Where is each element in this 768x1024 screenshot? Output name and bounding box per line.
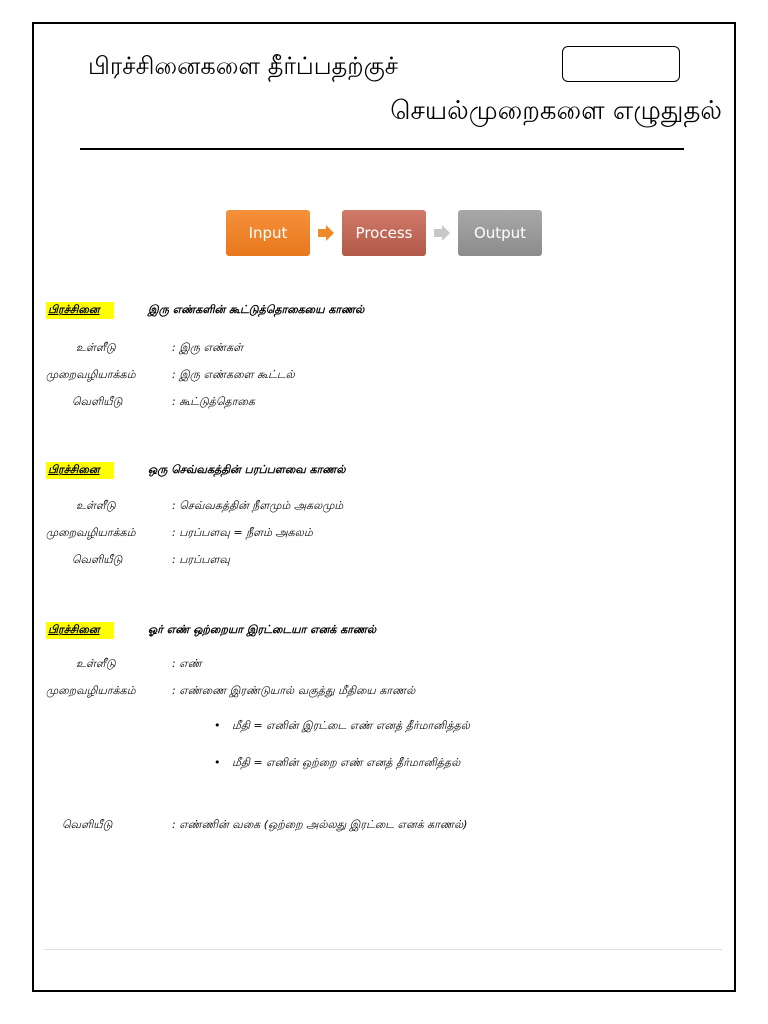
output-label: வெளியீடு (62, 818, 113, 831)
footer-divider (44, 949, 722, 950)
output-label: வெளியீடு (72, 395, 123, 408)
title-line-2: செயல்முறைகளை எழுதுதல் (390, 96, 722, 126)
input-label: உள்ளீடு (76, 657, 116, 670)
input-value: : இரு எண்கள் (172, 341, 244, 354)
flow-output-box: Output (458, 210, 542, 256)
process-label: முறைவழியாக்கம் (46, 526, 136, 539)
page-frame (32, 22, 736, 992)
output-value: : எண்ணின் வகை (ஒற்றை அல்லது இரட்டை எனக் காணல்) (172, 818, 468, 831)
output-value: : கூட்டுத்தொகை (172, 395, 255, 408)
input-label: உள்ளீடு (76, 341, 116, 354)
process-value: : எண்ணை இரண்டுயால் வகுத்து மீதியை காணல் (172, 684, 416, 697)
process-label: முறைவழியாக்கம் (46, 368, 136, 381)
process-bullet-item: • மீதி = எனின் இரட்டை எண் எனத் தீர்மானித்தல் (232, 719, 470, 734)
problem-statement: இரு எண்களின் கூட்டுத்தொகையை காணல் (148, 303, 365, 316)
problem-label: பிரச்சினை (46, 302, 114, 319)
problem-statement: ஓர் எண் ஒற்றையா இரட்டையா எனக் காணல் (148, 623, 377, 636)
title-blank-box (562, 46, 680, 82)
problem-label: பிரச்சினை (46, 622, 114, 639)
process-value: : பரப்பளவு = நீளம் அகலம் (172, 526, 313, 539)
problem-label: பிரச்சினை (46, 462, 114, 479)
input-value: : செவ்வகத்தின் நீளமும் அகலமும் (172, 499, 344, 512)
process-value: : இரு எண்களை கூட்டல் (172, 368, 295, 381)
flow-input-box: Input (226, 210, 310, 256)
flow-process-box: Process (342, 210, 426, 256)
input-value: : எண் (172, 657, 202, 670)
title-underline (80, 148, 684, 150)
problem-statement: ஒரு செவ்வகத்தின் பரப்பளவை காணல் (148, 463, 346, 476)
title-line-1: பிரச்சினைகளை தீர்ப்பதற்குச் (88, 52, 399, 80)
process-bullet-item: • மீதி = எனின் ஒற்றை எண் எனத் தீர்மானித்தல் (232, 756, 460, 771)
output-value: : பரப்பளவு (172, 553, 230, 566)
input-label: உள்ளீடு (76, 499, 116, 512)
output-label: வெளியீடு (72, 553, 123, 566)
process-label: முறைவழியாக்கம் (46, 684, 136, 697)
